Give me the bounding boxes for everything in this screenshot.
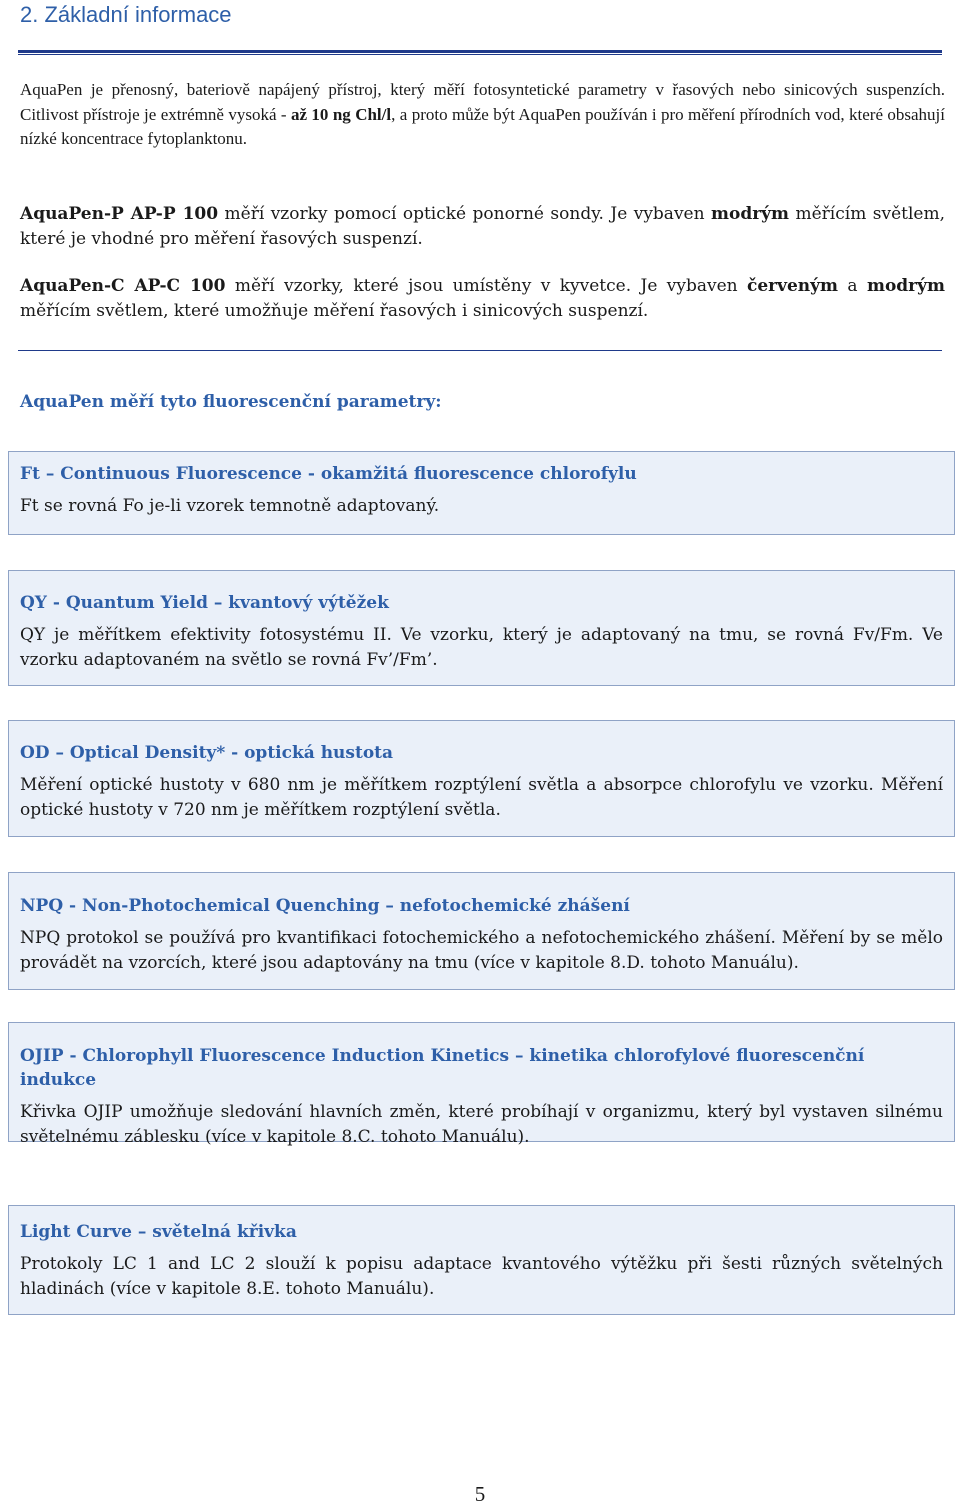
parameter-title: NPQ - Non-Photochemical Quenching – nefotochemické zhášení	[20, 896, 630, 916]
intro-paragraph-1	[20, 78, 945, 152]
parameter-box-ojip	[8, 1022, 955, 1147]
intro-p2-bold: AquaPen-P AP-P 100	[20, 204, 219, 224]
intro-p3-text-b: a	[838, 276, 867, 296]
intro-p3-bold-3: modrým	[866, 276, 945, 296]
parameter-title: Light Curve – světelná křivka	[20, 1222, 297, 1242]
intro-p3-text-c: měřícím světlem, které umožňuje měření řasových i sinicových suspenzí.	[20, 300, 649, 321]
parameter-description: Měření optické hustoty v 680 nm je měřítkem rozptýlení světla a absorpce chlorofylu ve vzorku. Měření optické hustoty v 720 nm je měřítkem rozptýlení světla.	[20, 775, 943, 820]
intro-p1-end: , a proto může být AquaPen používán i pro měření přírodních vod, které obsahují nízké koncentrace fytoplanktonu.	[20, 104, 945, 148]
intro-p1-bold: až 10 ng Chl/l	[290, 104, 392, 124]
parameter-box-qy	[8, 570, 955, 686]
parameter-description: Protokoly LC 1 and LC 2 slouží k popisu adaptace kvantového výtěžku při šesti různých světelných hladinách (více v kapitole 8.E. tohoto Manuálu).	[20, 1254, 943, 1299]
parameter-box-npq	[8, 872, 955, 990]
page-number: 5	[474, 1482, 486, 1506]
section-divider	[18, 350, 942, 351]
intro-p1-text: AquaPen je přenosný, bateriově napájený přístroj, který měří fotosyntetické parametry v řasových nebo sinicových suspenzích. Citlivost přístroje je extrémně vysoká -	[20, 80, 945, 124]
section-title: AquaPen měří tyto fluorescenční parametry:	[20, 392, 442, 412]
intro-p2-bold-2: modrým	[711, 204, 790, 224]
parameter-title: OJIP - Chlorophyll Fluorescence Induction Kinetics – kinetika chlorofylové fluorescenční indukce	[20, 1046, 865, 1090]
parameter-box-ft	[8, 451, 955, 535]
intro-paragraph-3	[20, 274, 945, 323]
intro-p2-text-b: měřícím světlem, které je vhodné pro měření řasových suspenzí.	[20, 204, 945, 249]
intro-p3-bold: AquaPen-C AP-C 100	[20, 276, 226, 296]
parameter-title: Ft – Continuous Fluorescence - okamžitá fluorescence chlorofylu	[20, 464, 637, 484]
parameter-description: Ft se rovná Fo je-li vzorek temnotně adaptovaný.	[20, 496, 440, 516]
parameter-description: NPQ protokol se používá pro kvantifikaci fotochemického a nefotochemického zhášení. Měření by se mělo provádět na vzorcích, které jsou adaptovány na tmu (více v kapitole 8.D. tohoto Manuálu).	[20, 928, 943, 973]
heading-rule	[18, 50, 942, 55]
intro-paragraph-2	[20, 202, 945, 251]
parameter-description: QY je měřítkem efektivity fotosystému II. Ve vzorku, který je adaptovaný na tmu, se rovná Fv/Fm. Ve vzorku adaptovaném na světlo se rovná Fv’/Fm’.	[20, 625, 943, 670]
parameter-box-od	[8, 720, 955, 837]
parameter-title: QY - Quantum Yield – kvantový výtěžek	[20, 593, 389, 613]
parameter-box-light-curve	[8, 1205, 955, 1315]
parameter-description: Křivka OJIP umožňuje sledování hlavních změn, které probíhají v organizmu, který byl vystaven silnému světelnému záblesku (více v kapitole 8.C. tohoto Manuálu).	[20, 1102, 943, 1147]
page-heading: 2. Základní informace	[20, 2, 232, 27]
intro-p3-bold-2: červeným	[746, 276, 839, 296]
intro-p2-text-a: měří vzorky pomocí optické ponorné sondy. Je vybaven	[218, 204, 711, 224]
intro-p3-text-a: měří vzorky, které jsou umístěny v kyvetce. Je vybaven	[225, 276, 747, 296]
parameter-title: OD – Optical Density* - optická hustota	[20, 743, 394, 763]
